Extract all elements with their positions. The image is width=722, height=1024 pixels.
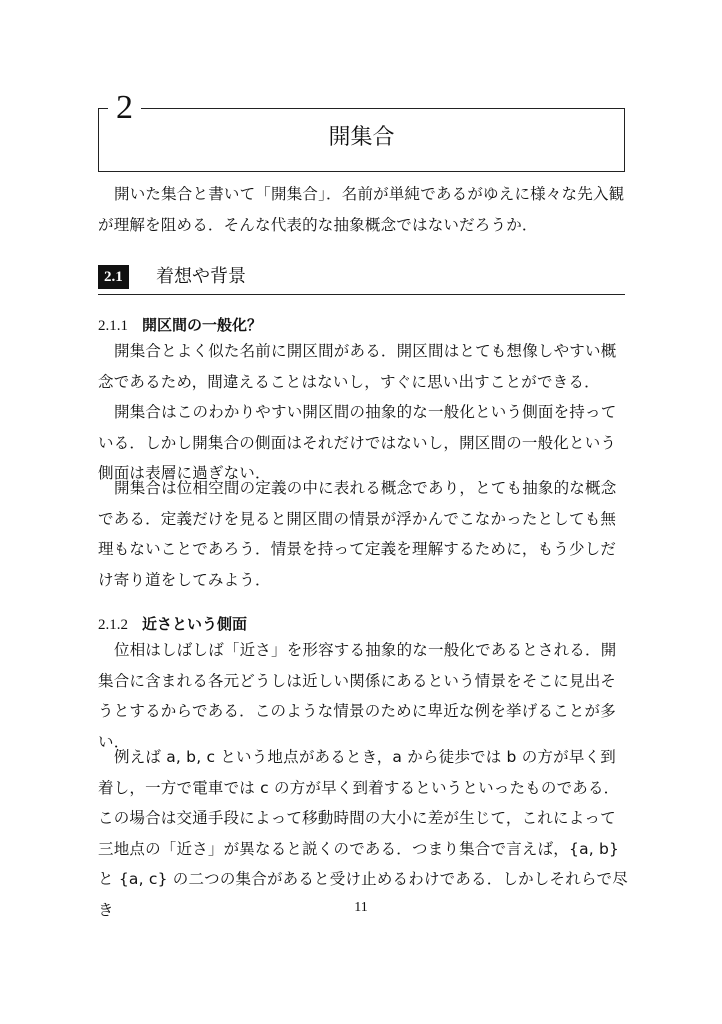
paragraph: 開集合とよく似た名前に開区間がある．開区間はとても想像しやすい概念であるため，間違えることはないし，すぐに思い出すことができる． <box>98 342 617 391</box>
chapter-number: 2 <box>108 88 141 128</box>
subsection-heading-1 <box>98 313 262 338</box>
chapter-title: 開集合 <box>328 125 395 150</box>
subsection-title: 開区間の一般化？ <box>142 316 263 334</box>
paragraph: 位相はしばしば「近さ」を形容する抽象的な一般化であるとされる．開集合に含まれる各元どうしは近しい関係にあるという情景をそこに見出そうとするからである．このような情景のために卑近な例を挙げることが多い． <box>98 641 617 751</box>
page-number: 11 <box>354 900 368 915</box>
paragraph: 例えば a, b, c という地点があるとき，a から徒歩では b の方が早く到着し，一方で電車では c の方が早く到着するというといったものである．この場合は交通手段によって移動時間の大小に差が生じて，これによって三地点の「近さ」が異なると説くのである．つまり集合で言えば，{a, b} と {a, c} の二つの集合があると受け止めるわけである．しかしそれらで尽き <box>98 748 628 919</box>
chapter-intro: 開いた集合と書いて「開集合」．名前が単純であるがゆえに様々な先入観が理解を阻める．そんな代表的な抽象概念ではないだろうか． <box>98 185 625 234</box>
section-title: 着想や背景 <box>156 266 246 287</box>
subsection-number: 2.1.2 <box>98 617 128 633</box>
section-heading <box>98 262 625 295</box>
subsection-heading-2 <box>98 612 247 637</box>
paragraph: 開集合はこのわかりやすい開区間の抽象的な一般化という側面を持っている．しかし開集合の側面はそれだけではないし，開区間の一般化という側面は表層に過ぎない． <box>98 403 617 482</box>
section-number: 2.1 <box>98 265 129 289</box>
paragraph: 開集合は位相空間の定義の中に表れる概念であり，とても抽象的な概念である．定義だけを見ると開区間の情景が浮かんでこなかったとしても無理もないことであろう．情景を持って定義を理解するために，もう少しだけ寄り道をしてみよう． <box>98 479 617 589</box>
subsection-number: 2.1.1 <box>98 318 128 334</box>
subsection-title: 近さという側面 <box>142 615 248 633</box>
